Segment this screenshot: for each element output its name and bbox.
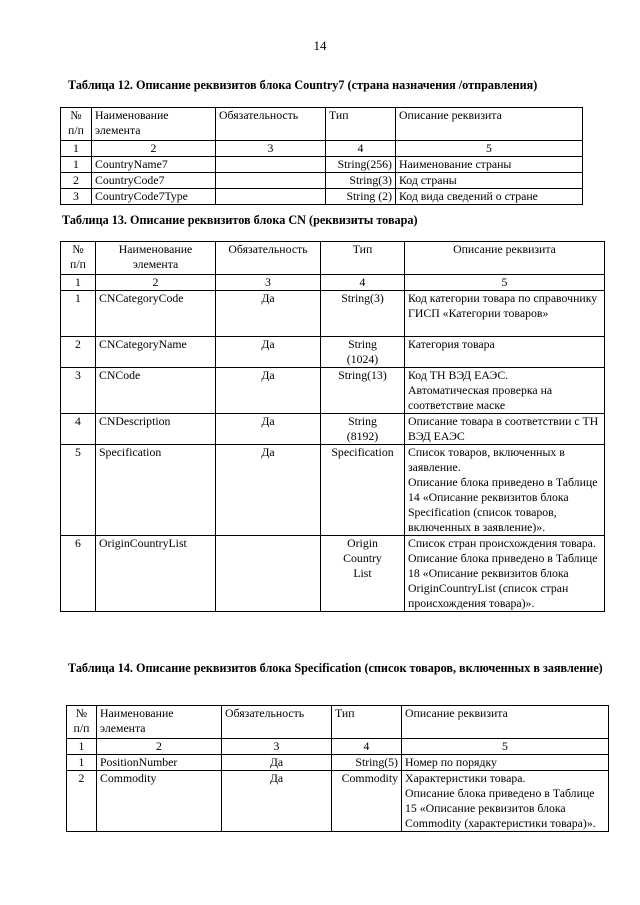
index-cell: 4 [332, 739, 402, 755]
table13-header-row [61, 242, 605, 275]
header-description: Описание реквизита [402, 706, 609, 739]
description-value: Код категории товара по справочнику ГИСП «Категории товаров» [405, 291, 605, 337]
type-value: String (1024) [321, 337, 405, 368]
row-number: 4 [61, 414, 96, 445]
required-value: Да [216, 368, 321, 414]
description-value: Категория товара [405, 337, 605, 368]
index-cell: 5 [396, 141, 583, 157]
header-required: Обязательность [216, 242, 321, 275]
type-value: String(5) [332, 755, 402, 771]
table12 [60, 107, 583, 205]
required-value: Да [216, 414, 321, 445]
row-number: 2 [61, 173, 92, 189]
index-cell: 2 [92, 141, 216, 157]
index-cell: 4 [321, 275, 405, 291]
row-number: 1 [61, 291, 96, 337]
description-value: Код вида сведений о стране [396, 189, 583, 205]
required-value [216, 157, 326, 173]
row-number: 3 [61, 368, 96, 414]
table14 [66, 705, 609, 832]
type-value: String (2) [326, 189, 396, 205]
type-value: String(256) [326, 157, 396, 173]
header-type: Тип [321, 242, 405, 275]
header-required: Обязательность [222, 706, 332, 739]
header-type: Тип [332, 706, 402, 739]
description-value: Код ТН ВЭД ЕАЭС. Автоматическая проверка на соответствие маске [405, 368, 605, 414]
required-value: Да [216, 445, 321, 536]
description-value: Наименование страны [396, 157, 583, 173]
table14-index-row [67, 739, 609, 755]
header-num: № п/п [61, 108, 92, 141]
required-value: Да [222, 771, 332, 832]
element-name: CountryCode7 [92, 173, 216, 189]
table-row [67, 771, 609, 832]
table-row [61, 173, 583, 189]
element-name: CountryCode7Type [92, 189, 216, 205]
table12-index-row [61, 141, 583, 157]
row-number: 5 [61, 445, 96, 536]
index-cell: 5 [402, 739, 609, 755]
required-value [216, 189, 326, 205]
index-cell: 1 [61, 275, 96, 291]
type-value: Origin Country List [321, 536, 405, 612]
header-num: № п/п [61, 242, 96, 275]
type-value: String (8192) [321, 414, 405, 445]
description-value: Список товаров, включенных в заявление. Описание блока приведено в Таблице 14 «Описание реквизитов блока Specification (список товаров, включенных в заявление)». [405, 445, 605, 536]
element-name: CNDescription [96, 414, 216, 445]
index-cell: 1 [67, 739, 97, 755]
header-type: Тип [326, 108, 396, 141]
description-value: Описание товара в соответствии с ТН ВЭД ЕАЭС [405, 414, 605, 445]
table-row [61, 368, 605, 414]
table13-caption: Таблица 13. Описание реквизитов блока CN (реквизиты товара) [62, 213, 418, 227]
required-value [216, 536, 321, 612]
table12-header-row [61, 108, 583, 141]
header-description: Описание реквизита [405, 242, 605, 275]
type-value: String(13) [321, 368, 405, 414]
type-value: Specification [321, 445, 405, 536]
header-name: Наименование элемента [92, 108, 216, 141]
row-number: 1 [61, 157, 92, 173]
index-cell: 3 [222, 739, 332, 755]
row-number: 6 [61, 536, 96, 612]
row-number: 2 [61, 337, 96, 368]
table-row [61, 414, 605, 445]
table14-caption: Таблица 14. Описание реквизитов блока Specification (список товаров, включенных в заявление) [68, 661, 603, 675]
description-value: Характеристики товара. Описание блока приведено в Таблице 15 «Описание реквизитов блока Commodity (характеристики товара)». [402, 771, 609, 832]
required-value: Да [222, 755, 332, 771]
index-cell: 3 [216, 275, 321, 291]
required-value: Да [216, 337, 321, 368]
element-name: OriginCountryList [96, 536, 216, 612]
header-name: Наименование элемента [96, 242, 216, 275]
header-description: Описание реквизита [396, 108, 583, 141]
type-value: String(3) [321, 291, 405, 337]
element-name: CNCode [96, 368, 216, 414]
table-row [61, 157, 583, 173]
row-number: 2 [67, 771, 97, 832]
type-value: String(3) [326, 173, 396, 189]
page-number: 14 [313, 38, 327, 53]
table14-header-row [67, 706, 609, 739]
table13-index-row [61, 275, 605, 291]
index-cell: 2 [97, 739, 222, 755]
table13 [60, 241, 605, 612]
row-number: 1 [67, 755, 97, 771]
element-name: CNCategoryName [96, 337, 216, 368]
element-name: CNCategoryCode [96, 291, 216, 337]
element-name: CountryName7 [92, 157, 216, 173]
index-cell: 5 [405, 275, 605, 291]
table12-caption: Таблица 12. Описание реквизитов блока Country7 (страна назначения /отправления) [68, 78, 538, 92]
table-row [61, 445, 605, 536]
index-cell: 1 [61, 141, 92, 157]
table-row [61, 337, 605, 368]
required-value: Да [216, 291, 321, 337]
element-name: Commodity [97, 771, 222, 832]
header-required: Обязательность [216, 108, 326, 141]
element-name: Specification [96, 445, 216, 536]
description-value: Список стран происхождения товара. Описание блока приведено в Таблице 18 «Описание реквизитов блока OriginCountryList (список стран происхождения товара)». [405, 536, 605, 612]
element-name: PositionNumber [97, 755, 222, 771]
table-row [61, 189, 583, 205]
index-cell: 3 [216, 141, 326, 157]
header-num: № п/п [67, 706, 97, 739]
type-value: Commodity [332, 771, 402, 832]
index-cell: 2 [96, 275, 216, 291]
row-number: 3 [61, 189, 92, 205]
table-row [61, 291, 605, 337]
description-value: Код страны [396, 173, 583, 189]
table-row [67, 755, 609, 771]
description-value: Номер по порядку [402, 755, 609, 771]
index-cell: 4 [326, 141, 396, 157]
table-row [61, 536, 605, 612]
required-value [216, 173, 326, 189]
header-name: Наименование элемента [97, 706, 222, 739]
